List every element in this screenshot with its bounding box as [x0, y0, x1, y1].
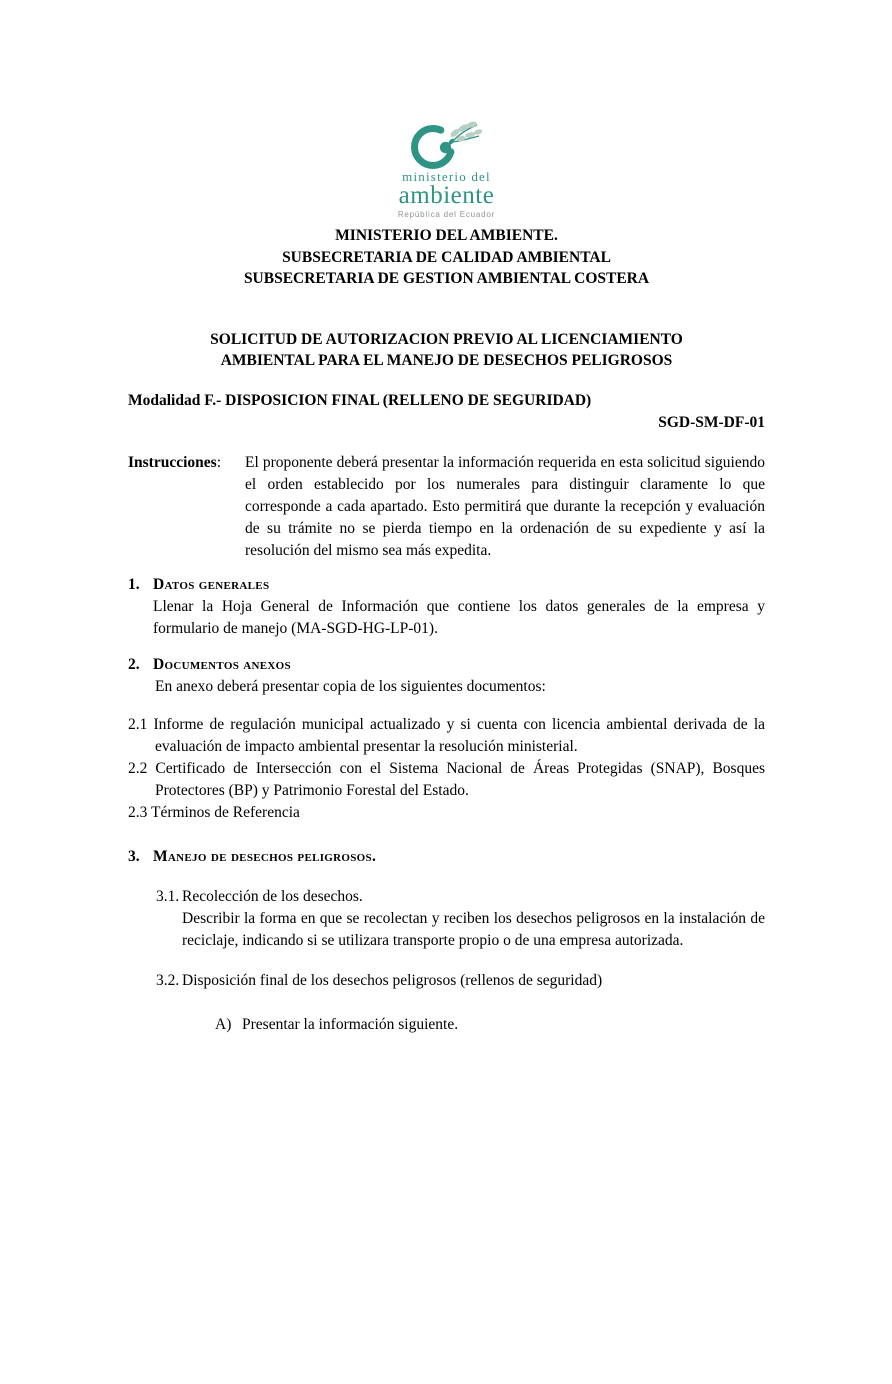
logo-text-large: ambiente: [398, 182, 495, 209]
subsection-3-2-heading: [156, 970, 765, 992]
list-item-number: 2.2: [128, 759, 148, 777]
document-page: [0, 121, 892, 1036]
org-line-3: SUBSECRETARIA DE GESTION AMBIENTAL COSTERA: [243, 270, 650, 287]
section-1-heading: [128, 574, 765, 596]
section-2-heading: [128, 654, 765, 676]
subsection-3-1-title: Recolección de los desechos.: [182, 887, 363, 905]
modality-line: Modalidad F.- DISPOSICION FINAL (RELLENO DE SEGURIDAD): [128, 391, 592, 409]
list-item-text: Informe de regulación municipal actualizado y si cuenta con licencia ambiental derivada de la evaluación de impacto ambiental presentar la resolución ministerial.: [153, 715, 766, 755]
form-code: SGD-SM-DF-01: [658, 413, 765, 431]
list-item-text: Términos de Referencia: [150, 803, 300, 821]
logo-text-small: ministerio del: [402, 169, 491, 184]
subsection-3-1-body: Describir la forma en que se recolectan y reciben los desechos peligrosos en la instalación de reciclaje, indicando si se utilizara transporte propio o de una empresa autorizada.: [182, 909, 765, 949]
item-a-number: A): [215, 1015, 232, 1033]
ministry-logo-icon: [408, 121, 486, 169]
item-a-text: Presentar la información siguiente.: [242, 1015, 459, 1033]
subsection-3-1-heading: [156, 886, 765, 908]
list-item-text: Certificado de Intersección con el Sistema Nacional de Áreas Protegidas (SNAP), Bosques Protectores (BP) y Patrimonio Forestal del Estado.: [155, 759, 765, 799]
section-2-body: En anexo deberá presentar copia de los siguientes documentos:: [155, 677, 546, 695]
title-line-2: AMBIENTAL PARA EL MANEJO DE DESECHOS PELIGROSOS: [220, 352, 673, 369]
instructions-text: El proponente deberá presentar la información requerida en esta solicitud siguiendo el orden establecido por los numerales para distinguir claramente lo que corresponde a cada apartado. Esto permitirá que durante la recepción y evaluación de su trámite no se pierda tiempo en la ordenación de su expediente y así la resolución del mismo sea más expedita.: [245, 453, 765, 559]
list-item: [128, 758, 765, 802]
instructions-block: [128, 452, 765, 562]
logo-text-country: República del Ecuador: [397, 210, 496, 219]
annex-list: [128, 714, 765, 824]
org-line-2: SUBSECRETARIA DE CALIDAD AMBIENTAL: [282, 248, 611, 266]
section-1-body: Llenar la Hoja General de Información que contiene los datos generales de la empresa y formulario de manejo (MA-SGD-HG-LP-01).: [153, 597, 765, 637]
subsection-3-1: [156, 886, 765, 952]
instructions-label: Instrucciones:: [128, 453, 222, 471]
document-title: [128, 329, 765, 372]
section-3-heading: [128, 846, 765, 868]
section-1-number: 1.: [128, 575, 140, 593]
org-header: [128, 225, 765, 290]
ministry-logo: [128, 121, 765, 219]
subsection-3-2-title: Disposición final de los desechos peligrosos (rellenos de seguridad): [182, 971, 603, 989]
list-item: [128, 714, 765, 758]
item-a: [215, 1014, 765, 1036]
section-1-title: Datos generales: [153, 575, 270, 593]
section-2-number: 2.: [128, 655, 140, 673]
list-item: [128, 802, 765, 824]
section-2-title: Documentos anexos: [153, 655, 291, 673]
list-item-number: 2.1: [128, 715, 148, 733]
subsection-3-2-number: 3.2.: [156, 971, 180, 989]
section-3-number: 3.: [128, 847, 140, 865]
org-line-1: MINISTERIO DEL AMBIENTE.: [335, 227, 558, 244]
subsection-3-2: [156, 970, 765, 992]
subsection-3-1-number: 3.1.: [156, 887, 180, 905]
section-3-title: Manejo de desechos peligrosos.: [153, 847, 377, 865]
list-item-number: 2.3: [128, 803, 148, 821]
title-line-1: SOLICITUD DE AUTORIZACION PREVIO AL LICENCIAMIENTO: [210, 330, 683, 348]
